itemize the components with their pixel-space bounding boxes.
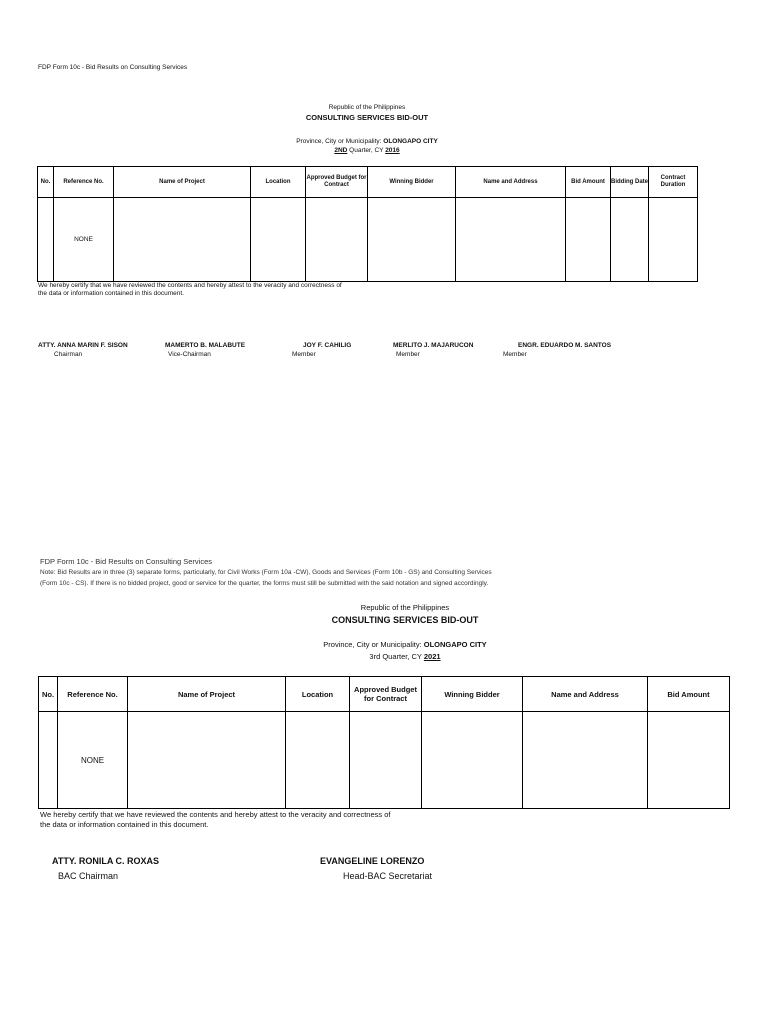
certification-text-line2-2: the data or information contained in this document. (40, 820, 209, 829)
table-cell (566, 198, 611, 282)
none-cell: NONE (58, 712, 128, 809)
table-cell (286, 712, 350, 809)
note-line2: (Form 10c - CS). If there is no bidded project, good or service for the quarter, the forms must still be submitted with the said notation and signed accordingly. (40, 580, 489, 587)
table-cell (251, 198, 306, 282)
signatory-role: Head-BAC Secretariat (343, 871, 433, 881)
col-header: Reference No. (58, 677, 128, 712)
table-cell (306, 198, 368, 282)
col-header: Winning Bidder (422, 677, 523, 712)
signatory-role: Member (292, 351, 316, 358)
year-value: 2016 (385, 147, 400, 154)
col-header: Bidding Date (611, 167, 649, 198)
province-label: Province, City or Municipality: (296, 138, 382, 145)
signatory-role: BAC Chairman (58, 871, 119, 881)
col-header: Reference No. (54, 167, 114, 198)
signatory-role: Member (503, 351, 527, 358)
certification-text-line1: We hereby certify that we have reviewed the contents and hereby attest to the veracity and correctness of (38, 282, 342, 289)
signatory-role: Vice-Chairman (168, 351, 211, 358)
bid-results-table (37, 166, 698, 282)
quarter-value: 2ND (334, 147, 348, 154)
quarter-label: 3rd Quarter, CY (369, 652, 422, 661)
quarter-line-2 (270, 652, 540, 662)
table-cell (128, 712, 286, 809)
republic-label: Republic of the Philippines (328, 104, 406, 111)
province-line (220, 138, 514, 146)
province-value: OLONGAPO CITY (383, 138, 438, 145)
table-cell (648, 712, 730, 809)
table-cell (422, 712, 523, 809)
signatory-role: Member (396, 351, 420, 358)
col-header: Approved Budget for Contract (350, 677, 422, 712)
signatory-role: Chairman (54, 351, 83, 358)
col-header: Location (251, 167, 306, 198)
signatory-name: MERLITO J. MAJARUCON (393, 342, 474, 349)
table-cell (350, 712, 422, 809)
table-header-row (38, 167, 698, 198)
col-header: Bid Amount (648, 677, 730, 712)
table-cell (523, 712, 648, 809)
col-header: Contract Duration (649, 167, 698, 198)
col-header: Bid Amount (566, 167, 611, 198)
quarter-label: Quarter, CY (349, 147, 384, 154)
table-cell (114, 198, 251, 282)
col-header: Name of Project (114, 167, 251, 198)
col-header: Name of Project (128, 677, 286, 712)
province-label: Province, City or Municipality: (323, 640, 422, 649)
table-cell (368, 198, 456, 282)
bid-results-table-2 (38, 676, 730, 809)
republic-label-2: Republic of the Philippines (360, 603, 450, 612)
note-line1: Note: Bid Results are in three (3) separate forms, particularly, for Civil Works (Form 10a -CW), Goods and Services (Form 10b - GS) and Consulting Services (40, 569, 492, 576)
col-header: No. (38, 167, 54, 198)
year-value: 2021 (423, 652, 441, 661)
certification-text-line2: the data or information contained in this document. (38, 290, 184, 297)
table-cell (649, 198, 698, 282)
province-line-2 (270, 640, 540, 650)
col-header: Winning Bidder (368, 167, 456, 198)
col-header: No. (39, 677, 58, 712)
signatory-name: ATTY. RONILA C. ROXAS (52, 856, 160, 866)
signatory-name: ATTY. ANNA MARIN F. SISON (38, 342, 128, 349)
signatory-name: MAMERTO B. MALABUTE (165, 342, 246, 349)
signatory-name: ENGR. EDUARDO M. SANTOS (518, 342, 612, 349)
table-row (39, 712, 730, 809)
none-cell: NONE (54, 198, 114, 282)
col-header: Name and Address (523, 677, 648, 712)
col-header: Name and Address (456, 167, 566, 198)
form-title-2: FDP Form 10c - Bid Results on Consulting Services (40, 557, 213, 566)
signatory-name: EVANGELINE LORENZO (320, 856, 425, 866)
certification-text-line1-2: We hereby certify that we have reviewed the contents and hereby attest to the veracity and correctness of (40, 810, 391, 819)
col-header: Location (286, 677, 350, 712)
table-header-row (39, 677, 730, 712)
document-heading-2: CONSULTING SERVICES BID-OUT (331, 615, 479, 625)
document-heading: CONSULTING SERVICES BID-OUT (305, 113, 429, 122)
table-row (38, 198, 698, 282)
table-cell (39, 712, 58, 809)
table-cell (456, 198, 566, 282)
signatory-name: JOY F. CAHILIG (303, 342, 352, 349)
table-cell (611, 198, 649, 282)
quarter-line (220, 147, 514, 155)
province-value: OLONGAPO CITY (423, 640, 487, 649)
form-title: FDP Form 10c - Bid Results on Consulting Services (38, 64, 188, 71)
col-header: Approved Budget for Contract (306, 167, 368, 198)
table-cell (38, 198, 54, 282)
